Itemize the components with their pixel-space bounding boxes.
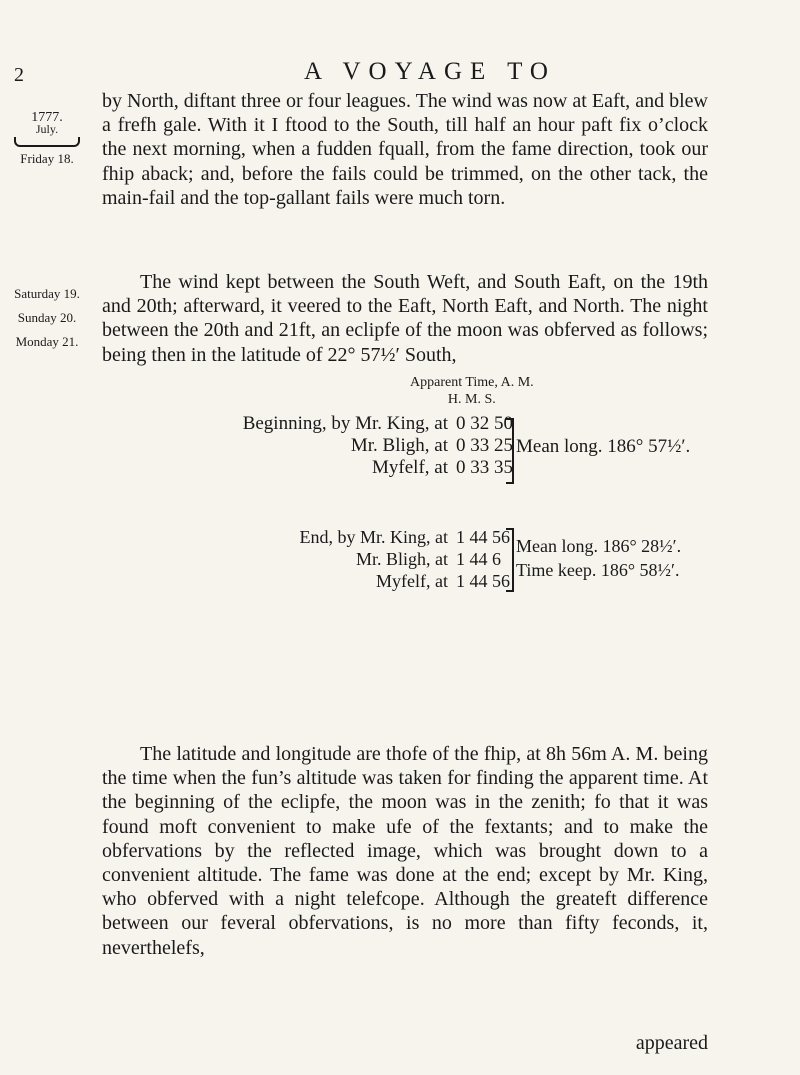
margin-friday: Friday 18. — [20, 151, 74, 166]
table-header-units: H. M. S. — [447, 392, 496, 407]
table-row — [200, 548, 540, 570]
running-head: A VOYAGE TO — [304, 58, 556, 85]
end-note-timekeeper: Time keep. 186° 58½′. — [516, 560, 680, 580]
paragraph-1-block — [102, 89, 708, 210]
catchword: appeared — [635, 1032, 708, 1054]
table-row — [200, 457, 540, 479]
observed-time: 0 33 25 — [456, 435, 513, 456]
table-row — [200, 413, 540, 435]
observer-name: Mr. Bligh, at — [355, 549, 448, 569]
observer-name: Myfelf, at — [376, 571, 448, 591]
observed-time: 1 44 56 — [456, 527, 510, 547]
margin-year: 1777. — [31, 110, 63, 125]
end-note-longitude: Mean long. 186° 28½′. — [516, 536, 682, 556]
observer-name: End, by Mr. King, at — [299, 527, 448, 547]
observer-name: Mr. Bligh, at — [350, 435, 448, 456]
observer-name: Beginning, by Mr. King, at — [242, 413, 448, 434]
table-header — [410, 374, 534, 408]
table-row — [200, 435, 540, 457]
paragraph-2: The wind kept between the South Weft, and South Eaft, on the 19th and 20th; afterward, it veered to the Eaft, North Eaft, and North. The night between the 20th and 21ft, an eclipfe of the moon was obferved as follows; being then in the latitude of 22° 57½′ South, — [102, 271, 708, 366]
table-row — [200, 570, 540, 592]
table-header-title: Apparent Time, A. M. — [410, 375, 534, 390]
margin-sunday: Sunday 20. — [17, 310, 77, 325]
margin-saturday: Saturday 19. — [14, 286, 80, 301]
observed-time: 0 33 35 — [456, 457, 513, 478]
end-brace — [506, 528, 514, 592]
beginning-rows — [200, 413, 540, 479]
margin-month: July. — [35, 122, 59, 136]
observer-name: Myfelf, at — [372, 457, 448, 478]
beginning-note: Mean long. 186° 57½′. — [516, 436, 691, 457]
beginning-brace — [506, 418, 514, 484]
margin-brace — [14, 137, 80, 147]
observed-time: 1 44 6 — [456, 549, 501, 569]
paragraph-2-block — [102, 270, 708, 367]
paragraph-3: The latitude and longitude are thofe of the fhip, at 8h 56m A. M. being the time when the fun’s altitude was taken for finding the apparent time. At the beginning of the eclipfe, the moon was in the zenith; fo that it was found moft convenient to make ufe of the fextants; and to make the obfervations by the reflected image, which was brought down to a convenient altitude. The fame was done at the end; except by Mr. King, who obferved with a night telefcope. Although the greateft difference between our feveral obfervations, is no more than fifty feconds, it, neverthelefs, — [102, 743, 708, 959]
end-rows — [200, 526, 540, 592]
margin-monday: Monday 21. — [15, 334, 79, 349]
table-row — [200, 526, 540, 548]
paragraph-1: by North, diftant three or four leagues. The wind was now at Eaft, and blew a frefh gale. With it I ftood to the South, till half an hour paft fix o’clock the next morning, when a fudden fquall, from the fame direction, took our fhip aback; and, before the fails could be trimmed, on the other tack, the main-fail and the top-gallant fails were much torn. — [102, 90, 708, 209]
page-number: 2 — [14, 64, 24, 86]
paragraph-3-block — [102, 742, 708, 960]
observed-time: 0 32 50 — [456, 413, 513, 434]
observed-time: 1 44 56 — [456, 571, 510, 591]
